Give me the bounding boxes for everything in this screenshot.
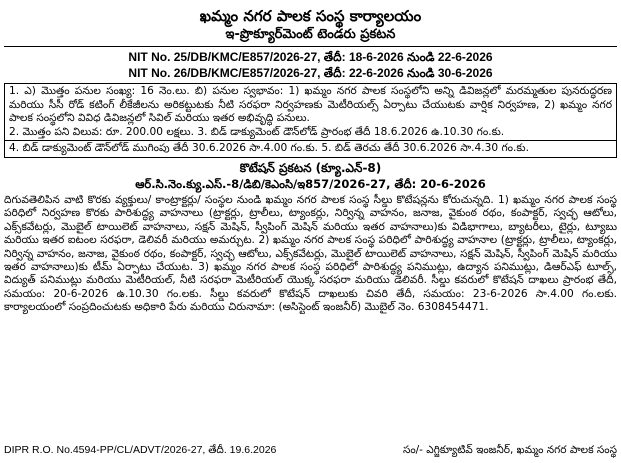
office-title: ఖమ్మం నగర పాలక సంస్థ కార్యాలయం	[199, 7, 422, 25]
nit-line-1: NIT No. 25/DB/KMC/E857/2026-27, తేదీ: 18-6-2026 నుండి 22-6-2026	[128, 50, 493, 64]
notice-footer	[4, 443, 617, 457]
notice-subtitle: ఇ-ప్రొక్యూర్‌మెంట్ టెండరు ప్రకటన	[225, 27, 396, 42]
signature-line: సం/- ఎగ్జిక్యూటివ్ ఇంజనీర్, ఖమ్మం నగర పాలక సంస్థ	[402, 444, 617, 456]
tender-paragraph-3: 4. బిడ్ డాక్యుమెంట్ డౌన్‌లోడ్ ముగింపు తేదీ 30.6.2026 సా.4.00 గం.కు. 5. బిడ్ తెరచు తేదీ 30.6.2026 సా.4.30 గం.కు.	[5, 140, 616, 156]
tender-notice	[4, 4, 617, 459]
quotation-reference: ఆర్.సి.నెం.క్యు.ఎస్.-8/డిబి/కెఎంసి/ఇ857/2026-27, తేదీ: 20-6-2026	[135, 176, 486, 191]
quotation-title: కొటేషన్ ప్రకటన (క్యూ.ఎన్-8)	[239, 160, 382, 175]
tender-details-box	[4, 83, 617, 158]
nit-line-2: NIT No. 26/DB/KMC/E857/2026-27, తేదీ: 22-6-2026 నుండి 30-6-2026	[128, 66, 493, 80]
quotation-body: దిగువతెలిపిన వాటి కొరకు వ్యక్తులు/ కాంట్రాక్టర్లు/ సంస్థల నుండి ఖమ్మం నగర పాలక సంస్థ సీల్డు కొటేషన్లను కోరుచున్నది. 1) ఖమ్మం నగర పాలక సంస్థ పరిధిలో నిర్వహణ కొరకు పారిశుద్ధ్య వాహనాలు (ట్రాక్టర్లు, ట్రాలీలు, ట్యాంకర్లు, నిర్విన్న వాహనం, జనాజ, వైకుంఠ రథం, కంపాక్టర్, స్వచ్ఛ ఆటోలు, ఎక్స్‌కవేటర్లు, మొబైల్ టాయిలెట్ వాహనాలు, సక్షన్ మెషిన్, స్వీపింగ్ మెషిన్ మరియు ఇతర వాహనాలు)కు విడిభాగాలు, బ్యాటరీలు, టైర్లు, ట్యూబు మరియు ఇతర ఐటంల సరఫరా, డెలివరీ మరియు అమర్చుట. 2) ఖమ్మం నగర పాలక సంస్థ పరిధిలో పారిశుద్ధ్య వాహనాల (ట్రాక్టర్లు, ట్రాలీలు, ట్యాంకర్లు, నిర్విన్న వాహనం, జనాజ, వైకుంఠ రథం, కంపాక్టర్, స్వచ్ఛ ఆటోలు, ఎక్స్‌కవేటర్లు, మొబైల్ టాయిలెట్ వాహనాలు, సక్షన్ మెషిన్, స్వీపింగ్ మెషిన్ మరియు ఇతర వాహనాలు)కు టీమ్ ఏర్పాటు చేయుట. 3) ఖమ్మం నగర పాలక సంస్థ పరిధిలో పారిశుద్ధ్య పనిముట్లు, ఉద్యాన పనిముట్లు, డిఆర్‌ఎఫ్ టూల్స్, విద్యుత్ పనిముట్లు మరియు మెటీరియల్, నీటి సరఫరా మెటీరియల్ యొక్క సరఫరా మరియు డెలివరీ. సీల్డు కవరులో కొటేషన్ దాఖలు ప్రారంభ తేదీ, సమయం: 20-6-2026 ఉ.10.30 గం.లకు. సీల్డు కవరులో కొటేషన్ దాఖలుకు చివరి తేదీ, సమయం: 23-6-2026 సా.4.00 గం.లకు. కార్యాలయంలో సంప్రదించుటకు అధికారి పేరు మరియు చిరునామా: (అసిస్టెంట్ ఇంజనీర్) మొబైల్ నెం. 6308454471.	[4, 193, 617, 314]
dipr-reference: DIPR R.O. No.4594-PP/CL/ADVT/2026-27, తేదీ. 19.6.2026	[4, 444, 277, 456]
divider	[4, 46, 617, 47]
tender-paragraph-1: 1. ఎ) మొత్తం పనుల సంఖ్య: 16 నెం.లు. బి) పనుల స్వభావం: 1) ఖమ్మం నగర పాలక సంస్థలోని అన్ని డివిజన్లలో మరమ్మతుల పునరుద్ధరణ మరియు సీసీ రోడ్ కటింగ్ లీకేజీలను అరికట్టుటకు నీటి సరఫరా నిర్వహణకు మెటీరియల్స్ ఏర్పాటు చేయుటకు వార్షిక నిర్వహణ, 2) ఖమ్మం నగర పాలక సంస్థలోని వివిధ డివిజన్లలో సివిల్ మరియు ఇతర అభివృద్ధి పనులు.	[9, 85, 612, 125]
tender-paragraph-2: 2. మొత్తం పని విలువ: రూ. 200.00 లక్షలు. 3. బిడ్ డాక్యుమెంట్ డౌన్‌లోడ్ ప్రారంభ తేదీ 18.6.2026 ఉ.10.30 గం.కు.	[9, 125, 505, 138]
